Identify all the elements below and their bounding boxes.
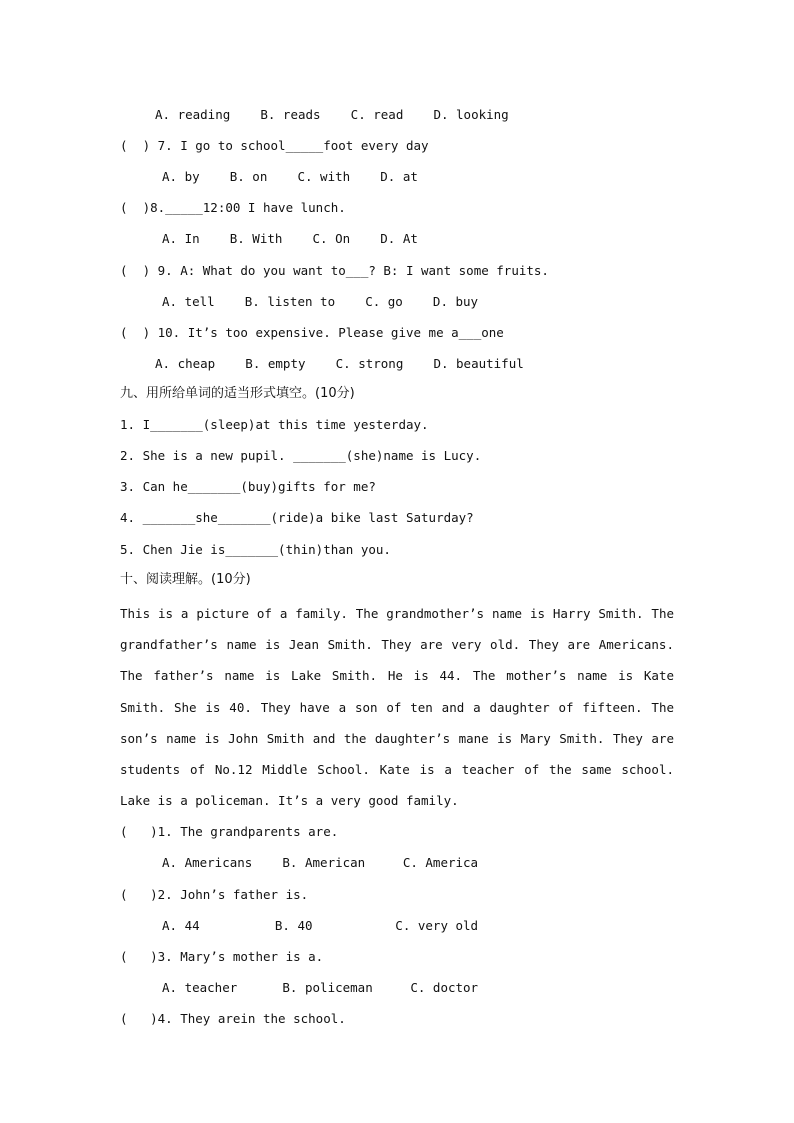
reading-q1: ( )1. The grandparents are. — [120, 824, 339, 839]
fill-item-4: 4. _______she_______(ride)a bike last Saturday? — [120, 510, 474, 525]
fill-item-2: 2. She is a new pupil. _______(she)name is Lucy. — [120, 448, 482, 463]
reading-q2-options: A. 44 B. 40 C. very old — [162, 918, 479, 933]
q9-question: ( ) 9. A: What do you want to___? B: I want some fruits. — [120, 263, 549, 278]
q9-options: A. tell B. listen to C. go D. buy — [162, 294, 479, 309]
reading-q3: ( )3. Mary’s mother is a. — [120, 949, 324, 964]
q6-options: A. reading B. reads C. read D. looking — [155, 107, 509, 122]
q8-options: A. In B. With C. On D. At — [162, 231, 418, 246]
section-10-heading: 十、阅读理解。(10分) — [120, 572, 251, 587]
q8-question: ( )8._____12:00 I have lunch. — [120, 200, 346, 215]
fill-item-5: 5. Chen Jie is_______(thin)than you. — [120, 542, 391, 557]
q10-options: A. cheap B. empty C. strong D. beautiful — [155, 356, 524, 371]
q7-options: A. by B. on C. with D. at — [162, 169, 418, 184]
reading-q1-options: A. Americans B. American C. America — [162, 855, 479, 870]
fill-item-3: 3. Can he_______(buy)gifts for me? — [120, 479, 376, 494]
reading-q3-options: A. teacher B. policeman C. doctor — [162, 980, 479, 995]
reading-q2: ( )2. John’s father is. — [120, 887, 309, 902]
q7-question: ( ) 7. I go to school_____foot every day — [120, 138, 429, 153]
q10-question: ( ) 10. It’s too expensive. Please give me a___one — [120, 325, 504, 340]
reading-passage: This is a picture of a family. The grandmother’s name is Harry Smith. The grandfather’s name is Jean Smith. They are very old. They are Americans. The father’s name is Lake Smith. He is 44. The mother’s name is Kate Smith. She is 40. They have a son of ten and a daughter of fifteen. The son’s name is John Smith and the daughter’s mane is Mary Smith. They are students of No.12 Middle School. Kate is a teacher of the same school. Lake is a policeman. It’s a very good family. — [120, 606, 674, 809]
reading-q4: ( )4. They arein the school. — [120, 1011, 346, 1026]
fill-item-1: 1. I_______(sleep)at this time yesterday. — [120, 417, 429, 432]
section-9-heading: 九、用所给单词的适当形式填空。(10分) — [120, 386, 355, 401]
